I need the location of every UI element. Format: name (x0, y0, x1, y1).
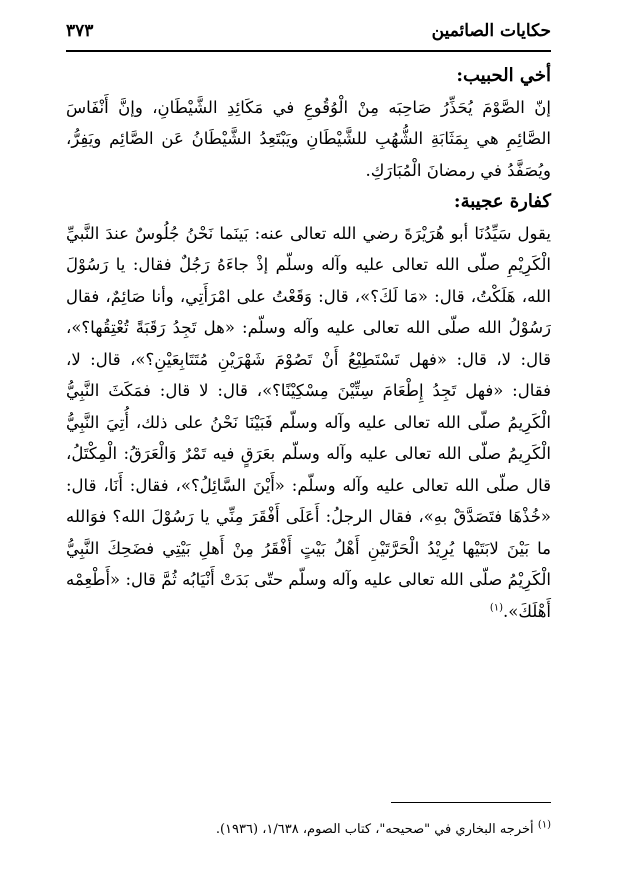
footnote-reference: (١) (489, 602, 503, 613)
paragraph-fasting-protection (66, 92, 551, 187)
section-heading-dear-brother: أخي الحبيب: (456, 65, 551, 86)
footnote-marker: (١) (537, 819, 551, 831)
paragraph-text: إنّ الصَّوْمَ يُحَذِّرُ صَاحِبَه مِنْ الْوُقُوعِ في مَكَائِدِ الشَّيْطَانِ، وإنَّ أَنْفَاسَ الصَّائِمِ هي بِمَثَابَةِ الشُّهُبِ للشَّيْطَانِ ويَبْتَعِدُ الشَّيْطَانُ عَن الصَّائِم ويَفِرُّ، ويُصَفَّدُ في رمضانَ الْمُبَارَكِ. (66, 97, 551, 180)
section-heading-amazing-expiation: كفارة عجيبة: (453, 191, 551, 212)
header-divider (66, 50, 551, 52)
page-number: ٣٧٣ (66, 21, 94, 41)
footnote (66, 820, 551, 840)
paragraph-hadith-narration (66, 218, 551, 628)
page-header (66, 14, 551, 48)
footnote-divider (391, 802, 551, 803)
paragraph-text: يقول سَيِّدُنَا أبو هُرَيْرَةَ رضي الله تعالى عنه: بَينَما نَحْنُ جُلُوسٌ عندَ النَّبيِّ الْكَرِيْمِ صلّى الله تعالى عليه وآله وسلّم إذْ جاءَهُ رَجُلٌ فقال: يا رَسُوْلَ الله، هَلَكْتُ، قال: «مَا لَكَ؟»، قال: وَقَعْتُ على امْرَأَتِي، وأنا صَائِمٌ، فقال رَسُوْلُ الله صلّى الله تعالى عليه وآله وسلّم: «هل تَجِدُ رَقَبَةً تُعْتِقُها؟»، قال: لا، قال: «فهل تَسْتَطِيْعُ أَنْ تَصُوْمَ شَهْرَيْنِ مُتَتَابِعَيْنِ؟»، قال: لا، فقال: «فهل تَجِدُ إِطْعَامَ سِتِّيْنَ مِسْكِيْنًا؟»، قال: لا قال: فمَكَثَ النَّبِيُّ الْكَرِيمُ صلّى الله تعالى عليه وآله وسلّم فَبَيْنَا نَحْنُ على ذلك، أُتِيَ النَّبِيُّ الْكَرِيمُ صلّى الله تعالى عليه وآله وسلّم بعَرَقٍ فيه تَمْرٌ وَالْعَرَقُ: الْمِكْتَلُ، قال صلّى الله تعالى عليه وآله وسلّم: «أَيْنَ السَّائِلُ؟»، فقال: أَنَا، قال: «خُذْهَا فتَصَدَّقْ بهِ»، فقال الرجلُ: أَعَلَى أَفْقَرَ مِنِّي يا رَسُوْلَ الله؟ فوَالله ما بَيْنَ لابَتَيْها يُرِيْدُ الْحَرَّتَيْنِ أَهْلُ بَيْتٍ أَفْقَرُ مِنْ أَهلِ بَيْتِي فضَحِكَ النَّبِيُّ الْكَرِيْمُ صلّى الله تعالى عليه وآله وسلّم حتّى بَدَتْ أَنْيَابُه ثُمَّ قال: «أَطْعِمْه أَهْلَكَ». (66, 223, 551, 621)
running-title: حكايات الصائمين (431, 21, 551, 41)
page-body (66, 60, 551, 627)
footnote-text: أخرجه البخاري في "صحيحه"، كتاب الصوم، ١/٦٣٨، (١٩٣٦). (215, 822, 534, 837)
